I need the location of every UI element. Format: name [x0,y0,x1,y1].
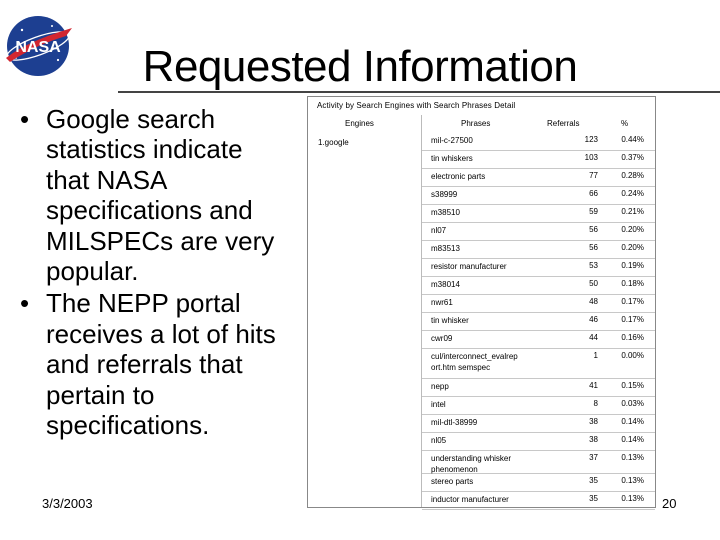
percent-cell: 0.21% [621,207,644,216]
referrals-cell: 46 [589,315,598,324]
header-phrases: Phrases [461,119,491,128]
referrals-cell: 66 [589,189,598,198]
report-title: Activity by Search Engines with Search Phrases Detail [317,101,516,110]
table-row [422,150,655,169]
phrase-cell: m38014 [431,280,460,289]
percent-cell: 0.00% [621,351,644,360]
table-row [422,414,655,433]
phrase-cell: nl05 [431,436,447,445]
bullet-list [20,104,290,442]
referrals-cell: 56 [589,225,598,234]
referrals-cell: 35 [589,494,598,503]
percent-cell: 0.24% [621,189,644,198]
phrase-cell: cwr09 [431,334,453,343]
table-row [422,132,655,151]
table-row [422,473,655,492]
percent-cell: 0.13% [621,476,644,485]
phrase-cell: m83513 [431,244,460,253]
title-divider [118,91,720,93]
phrase-cell: cul/interconnect_evalrep ort.htm semspec [431,352,518,372]
slide-date: 3/3/2003 [42,496,93,511]
table-row [422,312,655,331]
bullet-item [20,288,290,440]
phrase-cell: tin whiskers [431,154,473,163]
referrals-cell: 44 [589,333,598,342]
referrals-cell: 77 [589,171,598,180]
header-percent: % [621,119,629,128]
referrals-cell: 38 [589,417,598,426]
header-referrals: Referrals [547,119,580,128]
table-row [422,258,655,277]
percent-cell: 0.20% [621,225,644,234]
header-engines: Engines [345,119,374,128]
table-row [422,240,655,259]
phrase-cell: resistor manufacturer [431,262,507,271]
table-row [422,294,655,313]
percent-cell: 0.13% [621,453,644,462]
phrase-cell: nl07 [431,226,447,235]
table-row [422,396,655,415]
percent-cell: 0.37% [621,153,644,162]
table-row [422,491,655,510]
slide-title: Requested Information [142,42,578,91]
bullet-text: The NEPP portal receives a lot of hits and referrals that pertain to specifications. [46,288,276,441]
referrals-cell: 1 [593,351,598,360]
phrase-cell: mil-dtl-38999 [431,418,478,427]
referrals-cell: 56 [589,243,598,252]
table-row [422,276,655,295]
percent-cell: 0.28% [621,171,644,180]
referrals-cell: 38 [589,435,598,444]
table-row [422,432,655,451]
referrals-cell: 35 [589,476,598,485]
phrase-cell: m38510 [431,208,460,217]
phrase-cell: nepp [431,382,449,391]
bullet-symbol: • [20,288,30,319]
phrase-cell: understanding whisker phenomenon [431,454,512,474]
page-number: 20 [662,496,677,511]
nasa-logo-icon [0,14,76,78]
percent-cell: 0.19% [621,261,644,270]
percent-cell: 0.18% [621,279,644,288]
referrals-cell: 8 [593,399,598,408]
percent-cell: 0.15% [621,381,644,390]
table-row [422,168,655,187]
search-engine-report [307,96,656,508]
phrase-cell: s38999 [431,190,458,199]
percent-cell: 0.16% [621,333,644,342]
table-row [422,186,655,205]
bullet-item [20,104,290,286]
referrals-cell: 41 [589,381,598,390]
percent-cell: 0.20% [621,243,644,252]
phrase-cell: tin whisker [431,316,469,325]
table-row [422,378,655,397]
phrase-cell: stereo parts [431,477,474,486]
table-row [422,450,655,474]
percent-cell: 0.14% [621,435,644,444]
phrase-cell: mil-c-27500 [431,136,473,145]
percent-cell: 0.13% [621,494,644,503]
percent-cell: 0.17% [621,297,644,306]
table-row [422,348,655,379]
referrals-cell: 50 [589,279,598,288]
percent-cell: 0.14% [621,417,644,426]
table-row [422,204,655,223]
phrase-cell: nwr61 [431,298,453,307]
referrals-cell: 123 [584,135,598,144]
referrals-cell: 59 [589,207,598,216]
bullet-symbol: • [20,104,30,134]
referrals-cell: 103 [584,153,598,162]
phrase-cell: inductor manufacturer [431,495,509,504]
phrase-cell: intel [431,400,446,409]
referrals-cell: 53 [589,261,598,270]
engine-name: 1.google [318,138,349,147]
table-row [422,222,655,241]
percent-cell: 0.03% [621,399,644,408]
nasa-logo-text: NASA [15,39,61,56]
percent-cell: 0.44% [621,135,644,144]
percent-cell: 0.17% [621,315,644,324]
phrase-cell: electronic parts [431,172,486,181]
referrals-cell: 48 [589,297,598,306]
table-row [422,330,655,349]
referrals-cell: 37 [589,453,598,462]
bullet-text: Google search statistics indicate that NASA specifications and MILSPECs are very popular. [46,104,275,287]
